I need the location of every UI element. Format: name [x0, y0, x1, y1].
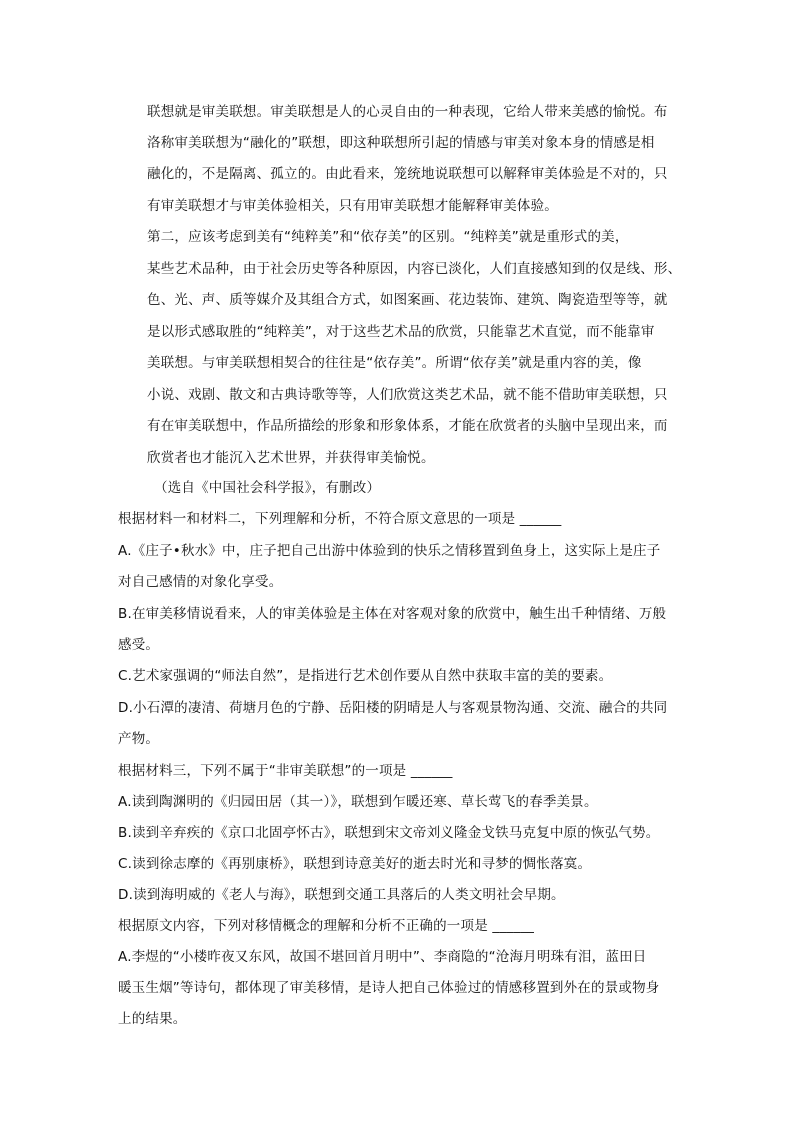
option-d: D.读到海明威的《老人与海》，联想到交通工具落后的人类文明社会早期。	[118, 887, 565, 903]
option-a-cont: 暖玉生烟”等诗句，都体现了审美移情，是诗人把自己体验过的情感移置到外在的景或物身	[118, 980, 660, 996]
option-c: C.艺术家强调的“师法自然”，是指进行艺术创作要从自然中获取丰富的美的要素。	[118, 668, 613, 684]
option-b: B.在审美移情说看来，人的审美体验是主体在对客观对象的欣赏中，触生出千种情绪、万般	[118, 606, 667, 622]
passage-line: 某些艺术品种，由于社会历史等各种原因，内容已淡化，人们直接感知到的仅是线、形、	[147, 261, 682, 277]
passage-line: 是以形式感取胜的“纯粹美”，对于这些艺术品的欣赏，只能靠艺术直觉，而不能靠审	[147, 324, 655, 340]
option-b: B.读到辛弃疾的《京口北固亭怀古》，联想到宋文帝刘义隆金戈铁马克复中原的恢弘气势。	[118, 825, 660, 841]
passage-source: （选自《中国社会科学报》，有删改）	[154, 480, 381, 496]
passage-line: 小说、戏剧、散文和古典诗歌等等，人们欣赏这类艺术品，就不能不借助审美联想，只	[147, 387, 668, 403]
option-c: C.读到徐志摩的《再别康桥》，联想到诗意美好的逝去时光和寻梦的惆怅落寞。	[118, 856, 592, 872]
passage-line: 联想就是审美联想。审美联想是人的心灵自由的一种表现，它给人带来美感的愉悦。布	[147, 104, 668, 120]
passage-line: 洛称审美联想为“融化的”联想，即这种联想所引起的情感与审美对象本身的情感是相	[147, 135, 655, 151]
question-stem: 根据材料三，下列不属于“非审美联想”的一项是 ______	[118, 763, 453, 779]
option-a-cont: 上的结果。	[118, 1011, 187, 1027]
option-a: A.读到陶渊明的《归园田居（其一）》，联想到乍暖还寒、草长莺飞的春季美景。	[118, 794, 598, 810]
option-b-cont: 感受。	[118, 637, 160, 653]
option-d-cont: 产物。	[118, 731, 160, 747]
passage-line: 有审美联想才与审美体验相关，只有用审美联想才能解释审美体验。	[147, 198, 558, 214]
question-stem: 根据材料一和材料二，下列理解和分析，不符合原文意思的一项是 ______	[118, 511, 562, 527]
question-stem: 根据原文内容，下列对移情概念的理解和分析不正确的一项是 ______	[118, 918, 535, 934]
passage-line: 欣赏者也才能沉入艺术世界，并获得审美愉悦。	[147, 450, 435, 466]
option-a-cont: 对自己感情的对象化享受。	[118, 574, 283, 590]
passage-line: 融化的，不是隔离、孤立的。由此看来，笼统地说联想可以解释审美体验是不对的，只	[147, 166, 668, 182]
passage-line: 有在审美联想中，作品所描绘的形象和形象体系，才能在欣赏者的头脑中呈现出来，而	[147, 418, 668, 434]
option-a: A.《庄子•秋水》中，庄子把自己出游中体验到的快乐之情移置到鱼身上，这实际上是庄子	[118, 543, 661, 559]
passage-line: 美联想。与审美联想相契合的往往是“依存美”。所谓“依存美”就是重内容的美，像	[147, 355, 642, 371]
passage-line: 色、光、声、质等媒介及其组合方式，如图案画、花边装饰、建筑、陶瓷造型等等，就	[147, 292, 668, 308]
option-d: D.小石潭的凄清、荷塘月色的宁静、岳阳楼的阴晴是人与客观景物沟通、交流、融合的共同	[118, 700, 668, 716]
passage-line: 第二，应该考虑到美有“纯粹美”和“依存美”的区别。“纯粹美”就是重形式的美，	[147, 229, 629, 245]
option-a: A.李煜的“小楼昨夜又东风，故国不堪回首月明中”、李商隐的“沧海月明珠有泪，蓝田日	[118, 949, 647, 965]
